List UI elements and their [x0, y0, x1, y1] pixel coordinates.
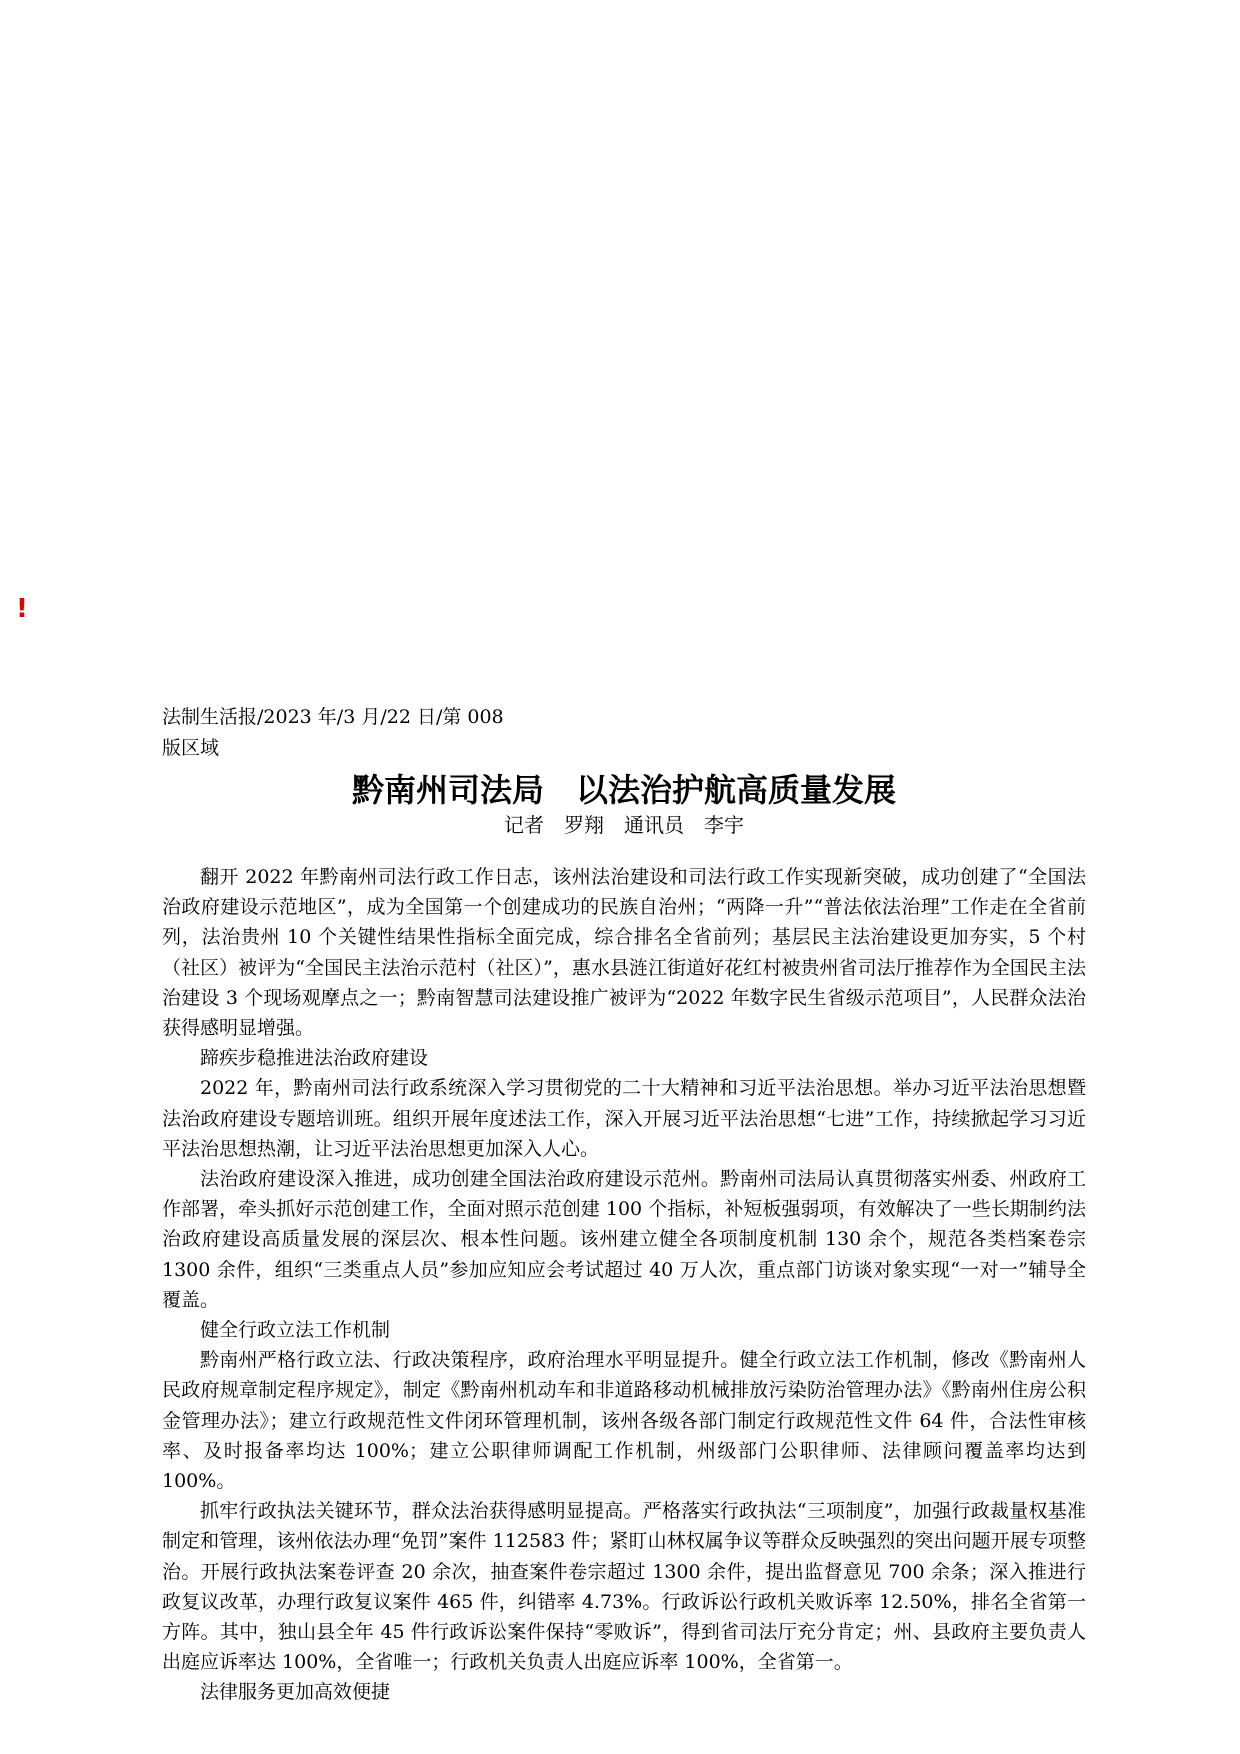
source-line-region: 版区域 — [162, 737, 220, 759]
red-exclamation-mark: ! — [16, 594, 28, 624]
section-heading: 健全行政立法工作机制 — [200, 1319, 391, 1342]
source-info — [162, 702, 1086, 764]
article-body — [162, 862, 1086, 1708]
paragraph: 2022 年，黔南州司法行政系统深入学习贯彻党的二十大精神和习近平法治思想。举办习近平法治思想暨法治政府建设专题培训班。组织开展年度述法工作，深入开展习近平法治思想“七进”工作，持续掀起学习习近平法治思想热潮，让习近平法治思想更加深入人心。 — [162, 1077, 1086, 1160]
paragraph-intro: 翻开 2022 年黔南州司法行政工作日志，该州法治建设和司法行政工作实现新突破，成功创建了“全国法治政府建设示范地区”，成为全国第一个创建成功的民族自治州；“两降一升”“普法依法治理”工作走在全省前列，法治贵州 10 个关键性结果性指标全面完成，综合排名全省前列；基层民主法治建设更加夯实，5 个村（社区）被评为“全国民主法治示范村（社区）”，惠水县涟江街道好花红村被贵州省司法厅推荐作为全国民主法治建设 3 个现场观摩点之一；黔南智慧司法建设推广被评为“2022 年数字民生省级示范项目”，人民群众法治获得感明显增强。 — [162, 866, 1086, 1040]
section-heading: 法律服务更加高效便捷 — [200, 1681, 391, 1704]
paragraph: 黔南州严格行政立法、行政决策程序，政府治理水平明显提升。健全行政立法工作机制，修改《黔南州人民政府规章制定程序规定》，制定《黔南州机动车和非道路移动机械排放污染防治管理办法》《黔南州住房公积金管理办法》；建立行政规范性文件闭环管理机制，该州各级各部门制定行政规范性文件 64 件，合法性审核率、及时报备率均达 100%；建立公职律师调配工作机制，州级部门公职律师、法律顾问覆盖率均达到 100%。 — [162, 1349, 1086, 1493]
source-line: 法制生活报/2023 年/3 月/22 日/第 008 — [162, 706, 504, 728]
paragraph: 法治政府建设深入推进，成功创建全国法治政府建设示范州。黔南州司法局认真贯彻落实州委、州政府工作部署，牵头抓好示范创建工作，全面对照示范创建 100 个指标，补短板强弱项，有效解决了一些长期制约法治政府建设高质量发展的深层次、根本性问题。该州建立健全各项制度机制 130 余个，规范各类档案卷宗 1300 余件，组织“三类重点人员”参加应知应会考试超过 40 万人次，重点部门访谈对象实现“一对一”辅导全覆盖。 — [162, 1168, 1086, 1311]
paragraph: 抓牢行政执法关键环节，群众法治获得感明显提高。严格落实行政执法“三项制度”，加强行政裁量权基准制定和管理，该州依法办理“免罚”案件 112583 件；紧盯山林权属争议等群众反映强烈的突出问题开展专项整治。开展行政执法案卷评查 20 余次，抽查案件卷宗超过 1300 余件，提出监督意见 700 余条；深入推进行政复议改革，办理行政复议案件 465 件，纠错率 4.73%。行政诉讼行政机关败诉率 12.50%，排名全省第一方阵。其中，独山县全年 45 件行政诉讼案件保持“零败诉”，得到省司法厅充分肯定；州、县政府主要负责人出庭应诉率达 100%，全省唯一；行政机关负责人出庭应诉率 100%，全省第一。 — [162, 1500, 1086, 1674]
section-heading: 蹄疾步稳推进法治政府建设 — [200, 1047, 429, 1070]
article-byline: 记者 罗翔 通讯员 李宇 — [504, 813, 744, 837]
article — [162, 702, 1086, 1708]
article-title: 黔南州司法局 以法治护航高质量发展 — [351, 771, 896, 809]
